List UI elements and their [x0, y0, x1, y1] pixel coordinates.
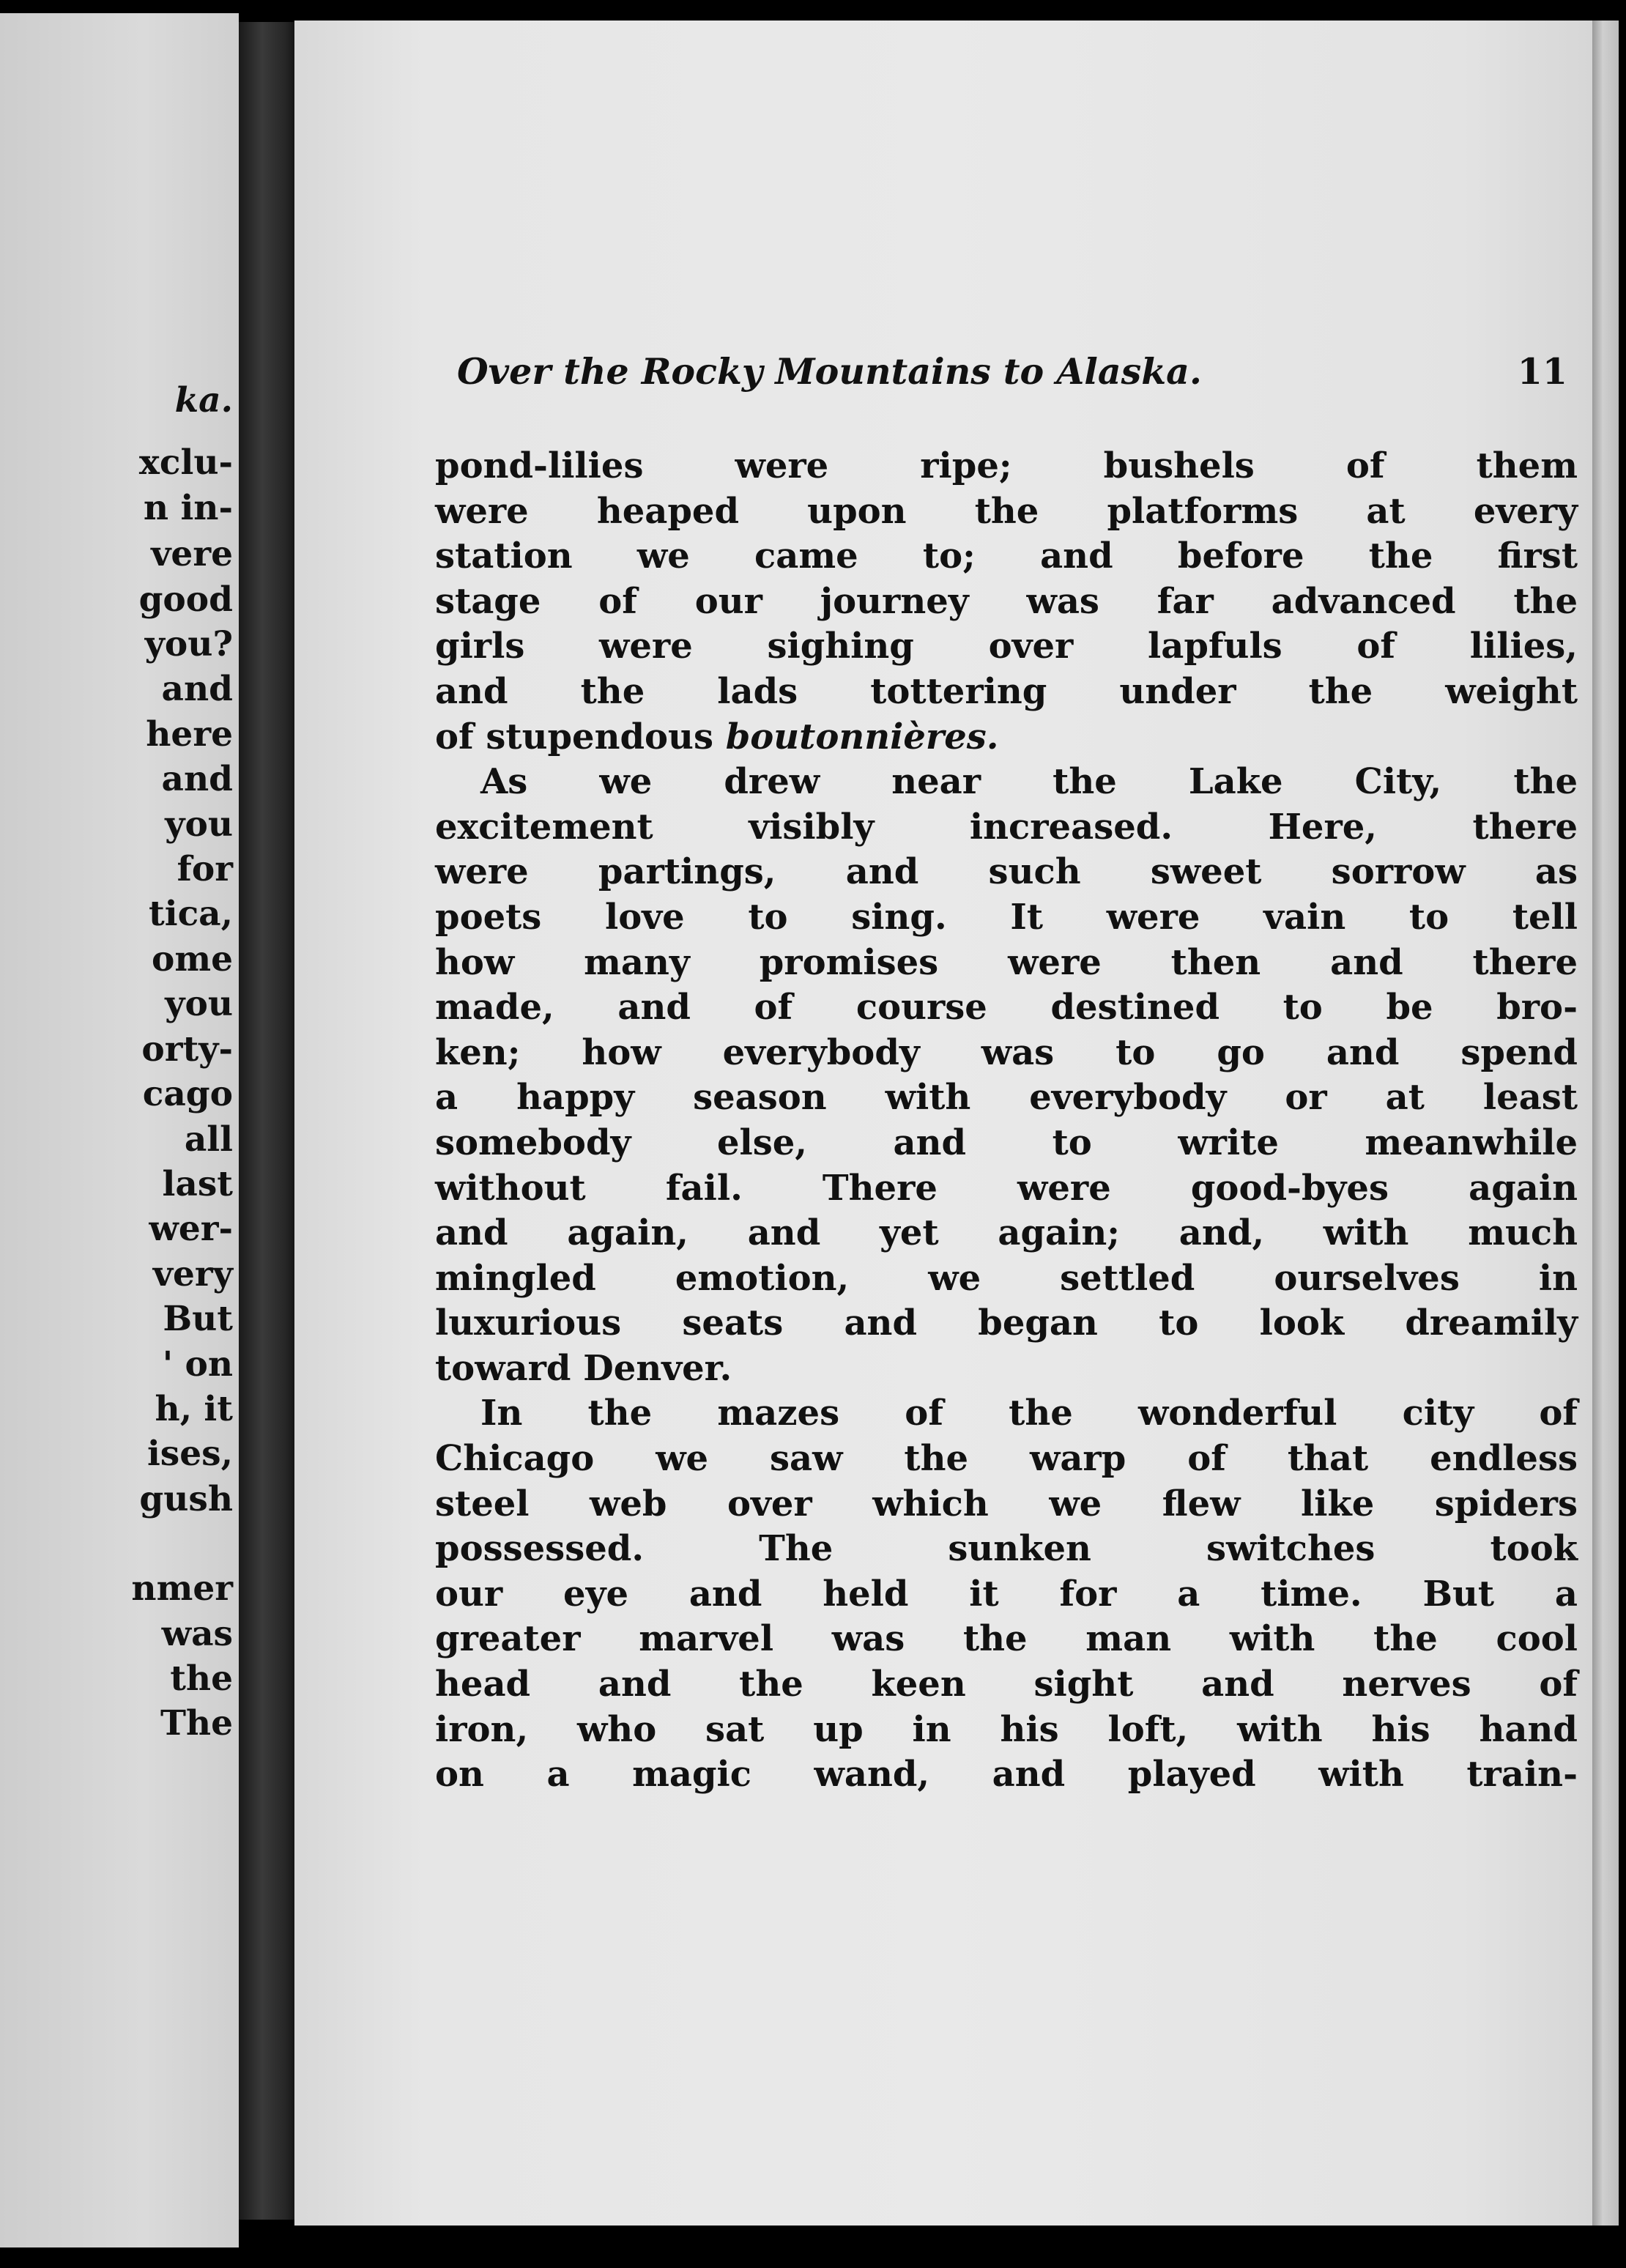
previous-page-line: n in- — [143, 487, 233, 528]
previous-page-line: cago — [142, 1074, 233, 1115]
previous-page-line: nmer — [131, 1568, 233, 1609]
previous-page-line: vere — [151, 534, 233, 575]
text-line: were heaped upon the platforms at every — [435, 490, 1578, 532]
text-line: and the lads tottering under the weight — [435, 670, 1578, 712]
text-line: Chicago we saw the warp of that endless — [435, 1438, 1578, 1480]
previous-page-line: tica, — [149, 894, 233, 935]
text-line: As we drew near the Lake City, the — [480, 761, 1578, 803]
previous-page-line: The — [160, 1703, 233, 1744]
text-line: and again, and yet again; and, with much — [435, 1212, 1578, 1254]
text-line: mingled emotion, we settled ourselves in — [435, 1257, 1578, 1299]
text-line: how many promises were then and there — [435, 941, 1578, 983]
text-line: were partings, and such sweet sorrow as — [435, 851, 1578, 893]
text-line: In the mazes of the wonderful city of — [480, 1393, 1578, 1434]
text-line: girls were sighing over lapfuls of lilies, — [435, 626, 1578, 667]
previous-page-line: orty- — [141, 1029, 233, 1070]
text-line: pond-lilies were ripe; bushels of them — [435, 445, 1578, 486]
text-line: possessed. The sunken switches took — [435, 1528, 1578, 1570]
previous-page-edge — [0, 13, 239, 2247]
previous-page-line: ome — [152, 938, 233, 979]
text-line: poets love to sing. It were vain to tell — [435, 896, 1578, 938]
previous-page-line: you? — [144, 624, 233, 665]
book-spine-shadow — [239, 22, 297, 2220]
previous-page-line: and — [161, 759, 233, 800]
previous-page-running-head: ka. — [174, 380, 233, 420]
book-page — [294, 21, 1592, 2226]
previous-page-line: and — [161, 669, 233, 710]
text-line: a happy season with everybody or at least — [435, 1077, 1578, 1119]
text-line: toward Denver. — [435, 1347, 732, 1389]
text-line-start: of stupendous — [435, 716, 713, 757]
text-line: our eye and held it for a time. But a — [435, 1573, 1578, 1615]
previous-page-line: last — [162, 1163, 233, 1204]
text-line: somebody else, and to write meanwhile — [435, 1122, 1578, 1163]
text-line: greater marvel was the man with the cool — [435, 1618, 1578, 1660]
previous-page-line: was — [161, 1613, 233, 1654]
text-line: without fail. There were good-byes again — [435, 1167, 1578, 1209]
text-line: made, and of course destined to be bro- — [435, 987, 1578, 1029]
text-line: excitement visibly increased. Here, there — [435, 806, 1578, 848]
previous-page-line: wer- — [149, 1209, 233, 1250]
previous-page-line: good — [138, 579, 233, 620]
running-head — [457, 350, 1567, 393]
italic-word: boutonnières. — [725, 716, 999, 757]
text-line — [435, 715, 1578, 760]
previous-page-line: h, it — [155, 1388, 233, 1429]
page-number: 11 — [1517, 350, 1567, 393]
previous-page-line: gush — [139, 1478, 233, 1519]
previous-page-line: ' on — [162, 1344, 233, 1385]
previous-page-line — [57, 1522, 233, 1566]
running-head-title: Over the Rocky Mountains to Alaska. — [457, 350, 1202, 393]
text-line: luxurious seats and began to look dreamily — [435, 1302, 1578, 1344]
previous-page-line: here — [146, 714, 233, 755]
previous-page-line: you — [165, 804, 233, 845]
text-line: ken; how everybody was to go and spend — [435, 1031, 1578, 1073]
page-edge-stack — [1592, 21, 1619, 2226]
text-line: stage of our journey was far advanced the — [435, 580, 1578, 622]
body-text — [435, 444, 1578, 1798]
previous-page-line: for — [177, 849, 233, 890]
previous-page-line: you — [165, 984, 233, 1025]
text-line: head and the keen sight and nerves of — [435, 1664, 1578, 1705]
text-line: iron, who sat up in his loft, with his hand — [435, 1708, 1578, 1750]
previous-page-text — [57, 378, 233, 1746]
previous-page-line: all — [184, 1119, 233, 1160]
previous-page-line: xclu- — [138, 442, 233, 483]
text-line: on a magic wand, and played with train- — [435, 1754, 1578, 1796]
text-line: steel web over which we flew like spiders — [435, 1483, 1578, 1524]
previous-page-line: very — [152, 1253, 233, 1294]
previous-page-line: ises, — [146, 1434, 233, 1475]
text-line: station we came to; and before the first — [435, 536, 1578, 577]
previous-page-line: But — [163, 1299, 233, 1340]
previous-page-line: the — [170, 1658, 233, 1699]
